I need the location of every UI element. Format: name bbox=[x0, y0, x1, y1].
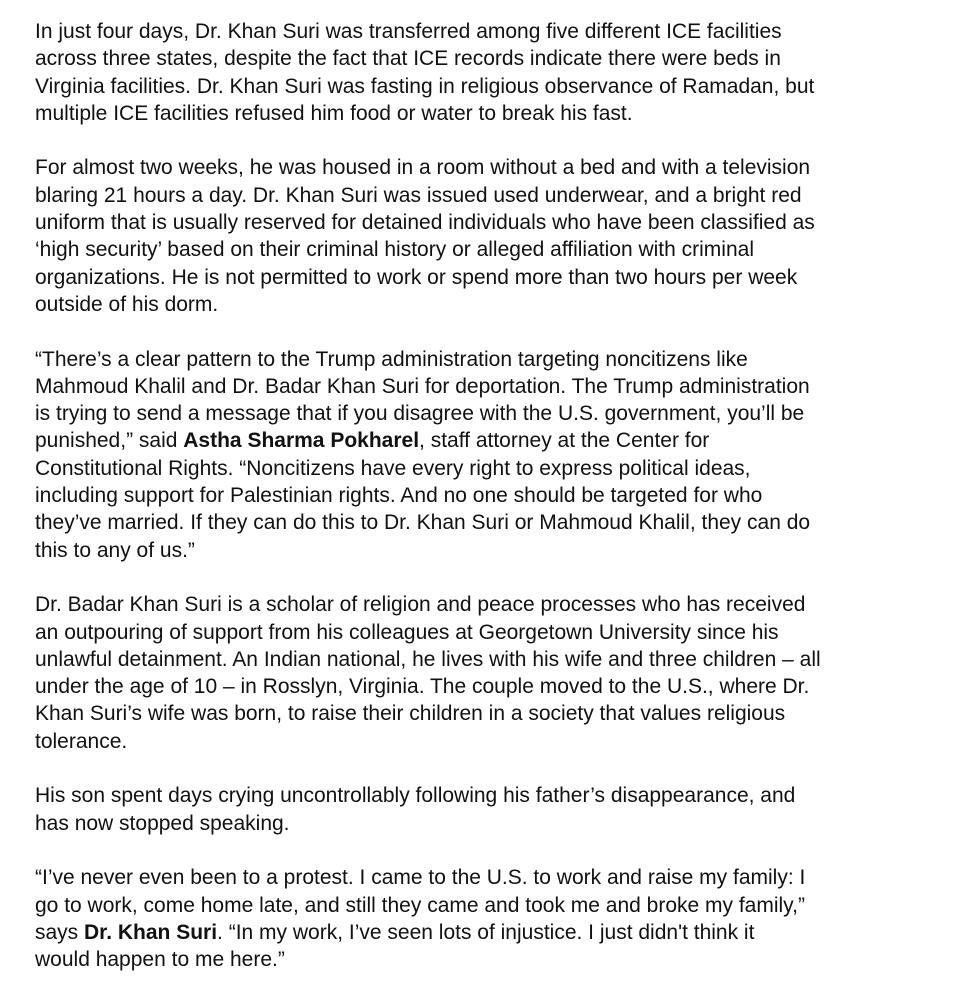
quote-text-after: . “In my work, I’ve seen lots of injustice. I just didn't think it would happen to me here.” bbox=[35, 920, 755, 972]
paragraph-conditions: For almost two weeks, he was housed in a room without a bed and with a television blaring 21 hours a day. Dr. Khan Suri was issued used underwear, and a bright red uniform that is usually reserved for detained individuals who have been classified as ‘high security’ based on their criminal history or alleged affiliation with criminal organizations. He is not permitted to work or spend more than two hours per week outside of his dorm. bbox=[35, 156, 815, 316]
paragraph-khan-suri-quote bbox=[35, 864, 939, 973]
paragraph-transfers: In just four days, Dr. Khan Suri was transferred among five different ICE facilities across three states, despite the fact that ICE records indicate there were beds in Virginia facilities. Dr. Khan Suri was fasting in religious observance of Ramadan, but multiple ICE facilities refused him food or water to break his fast. bbox=[35, 20, 815, 125]
paragraph-pokharel-quote bbox=[35, 346, 939, 564]
quote-text-before: “I’ve never even been to a protest. I came to the U.S. to work and raise my family: I go to work, come home late, and still they came and took me and broke my family,” says bbox=[35, 866, 806, 944]
speaker-name-pokharel: Astha Sharma Pokharel bbox=[183, 429, 420, 453]
quote-text-after: , staff attorney at the Center for Constitutional Rights. “Noncitizens have every right to express political ideas, including support for Palestinian rights. And no one should be targeted for who they’ve married. If they can do this to Dr. Khan Suri or Mahmoud Khalil, they can do this to any of us.” bbox=[35, 429, 811, 562]
quote-text-before: “There’s a clear pattern to the Trump administration targeting noncitizens like Mahmoud Khalil and Dr. Badar Khan Suri for deportation. The Trump administration is trying to send a message that if you disagree with the U.S. government, you’ll be punished,” said bbox=[35, 347, 810, 453]
paragraph-son: His son spent days crying uncontrollably following his father’s disappearance, and has now stopped speaking. bbox=[35, 784, 796, 835]
speaker-name-khan-suri: Dr. Khan Suri bbox=[84, 920, 218, 944]
paragraph-background: Dr. Badar Khan Suri is a scholar of religion and peace processes who has received an outpouring of support from his colleagues at Georgetown University since his unlawful detainment. An Indian national, he lives with his wife and three children – all under the age of 10 – in Rosslyn, Virginia. The couple moved to the U.S., where Dr. Khan Suri’s wife was born, to raise their children in a society that values religious tolerance. bbox=[35, 593, 821, 753]
